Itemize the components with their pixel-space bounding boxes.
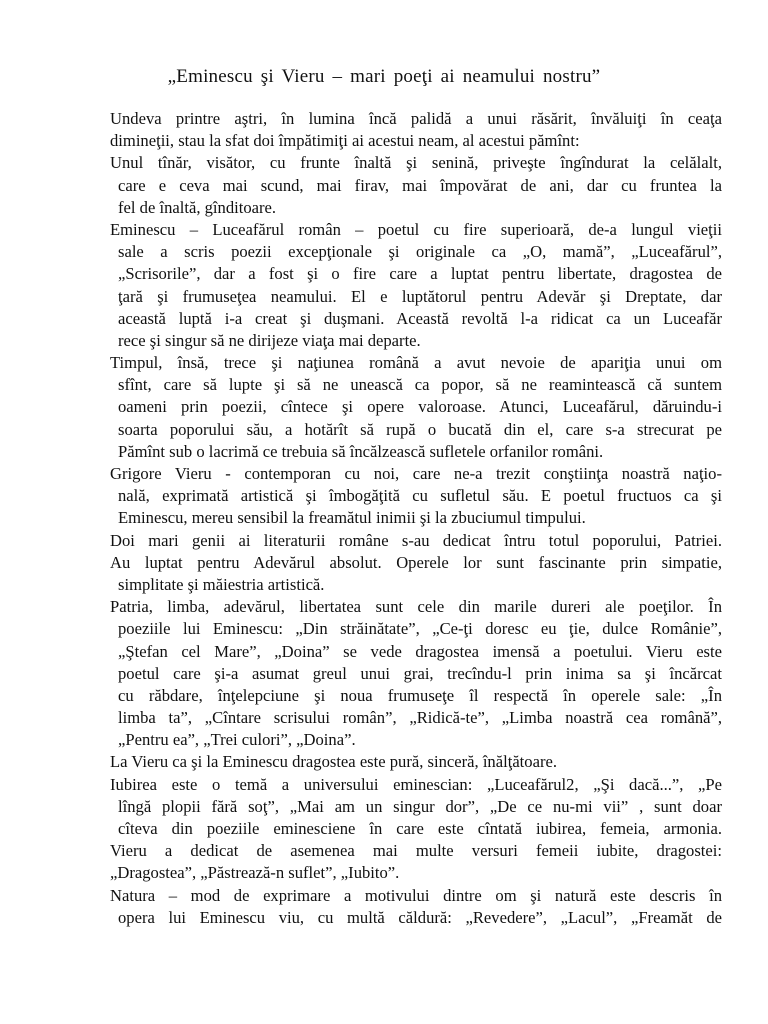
text-line: „Scrisorile”, dar a fost şi o fire care a luptat pentru libertate, dragostea de bbox=[118, 264, 722, 284]
text-line: sfînt, care să lupte şi să ne unească ca popor, să ne reamintească că suntem bbox=[118, 375, 722, 395]
text-line: ţară şi frumuseţea neamului. El e luptătorul pentru Adevăr şi Dreptate, dar bbox=[118, 286, 722, 306]
text-line: Undeva printre aştri, în lumina încă palidă a unui răsărit, învăluiţi în ceaţa bbox=[110, 109, 722, 128]
text-line: nală, exprimată artistică şi îmbogăţită cu sufletul său. E poetul fructuos ca şi bbox=[118, 486, 722, 506]
document-title: „Eminescu şi Vieru – mari poeţi ai neamului nostru” bbox=[167, 66, 601, 87]
text-line: Natura – mod de exprimare a motivului dintre om şi natură este descris în bbox=[110, 885, 722, 905]
text-line: simplitate şi măiestria artistică. bbox=[118, 574, 325, 594]
text-line: soarta poporului său, a hotărît să rupă o bucată din el, care s-a strecurat pe bbox=[118, 419, 722, 439]
text-line: limba ta”, „Cîntare scrisului român”, „Ridică-te”, „Limba noastră cea română”, bbox=[118, 708, 722, 728]
text-line: rece şi singur să ne dirijeze viaţa mai departe. bbox=[118, 330, 421, 350]
text-line: Grigore Vieru - contemporan cu noi, care ne-a trezit conştiinţa noastră naţio- bbox=[110, 464, 722, 483]
text-line: care e ceva mai scund, mai firav, mai împovărat de ani, dar cu fruntea la bbox=[118, 175, 722, 195]
text-line: lîngă plopii fără soţ”, „Mai am un singur dor”, „De ce nu-mi vii” , sunt doar bbox=[118, 796, 722, 816]
text-line: Patria, limba, adevărul, libertatea sunt cele din marile dureri ale poeţilor. În bbox=[110, 597, 722, 617]
text-line: La Vieru ca şi la Eminescu dragostea este pură, sinceră, înălţătoare. bbox=[110, 752, 557, 772]
text-line: Eminescu – Luceafărul român – poetul cu fire superioară, de-a lungul vieţii bbox=[110, 219, 722, 239]
text-line: Doi mari genii ai literaturii române s-au dedicat întru totul poporului, Patriei. bbox=[110, 530, 722, 550]
text-line: poeziile lui Eminescu: „Din străinătate”, „Ce-ţi doresc eu ţie, dulce Românie”, bbox=[118, 619, 722, 639]
document-body bbox=[110, 108, 722, 929]
text-line: Pămînt sub o lacrimă ce trebuia să încălzească sufletele orfanilor români. bbox=[118, 441, 604, 461]
text-line: Au luptat pentru Adevărul absolut. Operele lor sunt fascinante prin simpatie, bbox=[110, 552, 722, 572]
text-line: opera lui Eminescu viu, cu multă căldură: „Revedere”, „Lacul”, „Freamăt de bbox=[118, 907, 722, 927]
text-line: Timpul, însă, trece şi naţiunea română a avut nevoie de apariţia unui om bbox=[110, 353, 722, 373]
text-line: Eminescu, mereu sensibil la freamătul inimii şi la zbuciumul timpului. bbox=[118, 508, 586, 528]
text-line: dimineţii, stau la sfat doi împătimiţi ai acestui neam, al acestui pămînt: bbox=[110, 131, 580, 151]
text-line: poetul care şi-a asumat greul unui grai, trecîndu-l prin inima sa şi încărcat bbox=[118, 663, 722, 683]
text-line: cîteva din poeziile eminesciene în care este cîntată iubirea, femeia, armonia. bbox=[118, 819, 722, 838]
text-line: Unul tînăr, visător, cu frunte înaltă şi senină, priveşte îngîndurat la celălalt, bbox=[110, 153, 722, 173]
text-line: Iubirea este o temă a universului eminescian: „Luceafărul2, „Şi dacă...”, „Pe bbox=[110, 774, 722, 794]
text-line: cu răbdare, înţelepciune şi noua frumuseţe îl respectă în operele sale: „În bbox=[118, 685, 722, 705]
text-line: această luptă i-a creat şi duşmani. Această revoltă l-a ridicat ca un Luceafăr bbox=[118, 308, 722, 328]
text-line: Vieru a dedicat de asemenea mai multe versuri femeii iubite, dragostei: bbox=[110, 841, 722, 861]
text-line: sale a scris poezii excepţionale şi originale ca „O, mamă”, „Luceafărul”, bbox=[118, 242, 722, 262]
text-line: „Pentru ea”, „Trei culori”, „Doina”. bbox=[118, 730, 356, 750]
text-line: oameni prin poezii, cîntece şi opere valoroase. Atunci, Luceafărul, dăruindu-i bbox=[118, 397, 722, 417]
text-line: fel de înaltă, gînditoare. bbox=[118, 197, 277, 217]
text-line: „Dragostea”, „Păstrează-n suflet”, „Iubito”. bbox=[110, 863, 400, 883]
text-line: „Ştefan cel Mare”, „Doina” se vede dragostea imensă a poetului. Vieru este bbox=[118, 641, 722, 661]
